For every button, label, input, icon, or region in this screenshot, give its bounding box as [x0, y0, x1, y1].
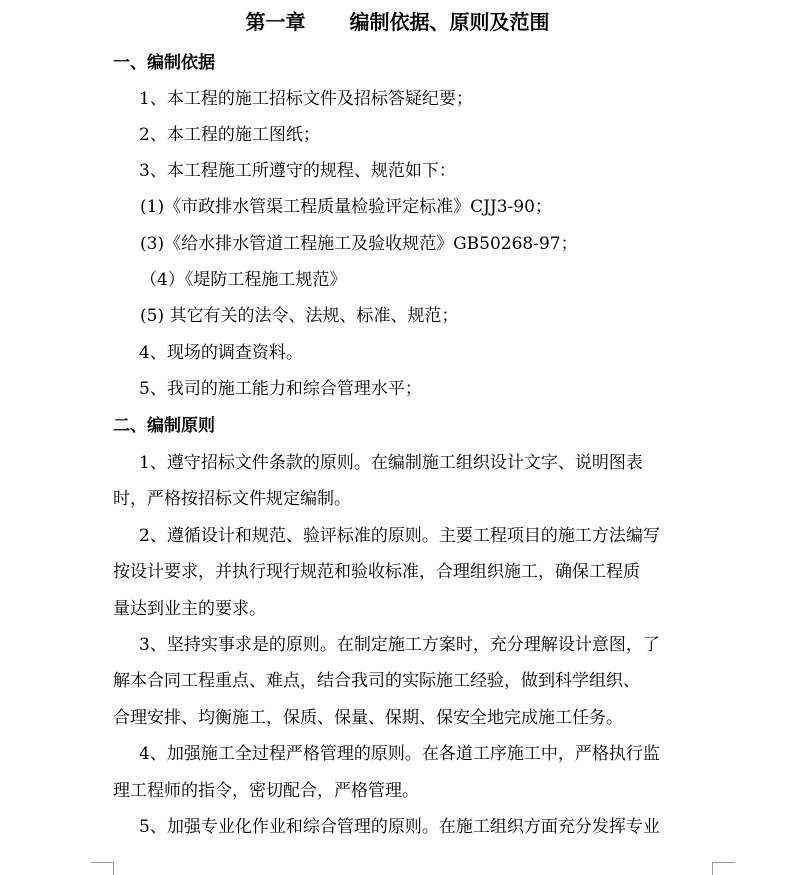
- chapter-title-text: 编制依据、原则及范围: [349, 10, 550, 34]
- basis-item-1: 1、本工程的施工招标文件及招标答疑纪要；: [139, 89, 473, 109]
- principle-line: 合理安排、均衡施工，保质、保量、保期、保安全地完成施工任务。: [113, 708, 623, 728]
- basis-item-4: 4、现场的调查资料。: [139, 343, 303, 363]
- principle-line: 时，严格按招标文件规定编制。: [113, 489, 351, 509]
- principle-line: 理工程师的指令，密切配合，严格管理。: [113, 781, 419, 801]
- basis-item-3: 3、本工程施工所遵守的规程、规范如下：: [139, 161, 456, 181]
- basis-item-5: 5、我司的施工能力和综合管理水平；: [139, 379, 422, 399]
- chapter-number: 第一章: [245, 10, 306, 34]
- principle-line: 3、坚持实事求是的原则。在制定施工方案时，充分理解设计意图，了: [139, 635, 660, 655]
- principle-line: 5、加强专业化作业和综合管理的原则。在施工组织方面充分发挥专业: [139, 817, 660, 837]
- page-corner-mark-left: [91, 862, 114, 875]
- principle-line: 2、遵循设计和规范、验评标准的原则。主要工程项目的施工方法编写: [139, 526, 660, 546]
- basis-subitem-5: (5) 其它有关的法令、法规、标准、规范；: [140, 306, 459, 326]
- principle-line: 1、遵守招标文件条款的原则。在编制施工组织设计文字、说明图表: [139, 453, 643, 473]
- chapter-title: [0, 8, 795, 36]
- section-heading-basis: 一、编制依据: [113, 53, 215, 73]
- page-corner-mark-right: [712, 862, 735, 875]
- section-heading-principles: 二、编制原则: [113, 416, 215, 436]
- basis-item-2: 2、本工程的施工图纸；: [139, 125, 320, 145]
- principle-line: 解本合同工程重点、难点，结合我司的实际施工经验，做到科学组织、: [113, 671, 640, 691]
- principle-line: 按设计要求，并执行现行规范和验收标准，合理组织施工，确保工程质: [113, 562, 640, 582]
- principle-line: 4、加强施工全过程严格管理的原则。在各道工序施工中，严格执行监: [139, 744, 660, 764]
- basis-subitem-3: (3)《给水排水管道工程施工及验收规范》GB50268-97；: [140, 234, 578, 254]
- basis-subitem-4: （4）《堤防工程施工规范》: [140, 270, 347, 290]
- basis-subitem-1: (1)《市政排水管渠工程质量检验评定标准》CJJ3-90；: [140, 197, 552, 217]
- principle-line: 量达到业主的要求。: [113, 599, 266, 619]
